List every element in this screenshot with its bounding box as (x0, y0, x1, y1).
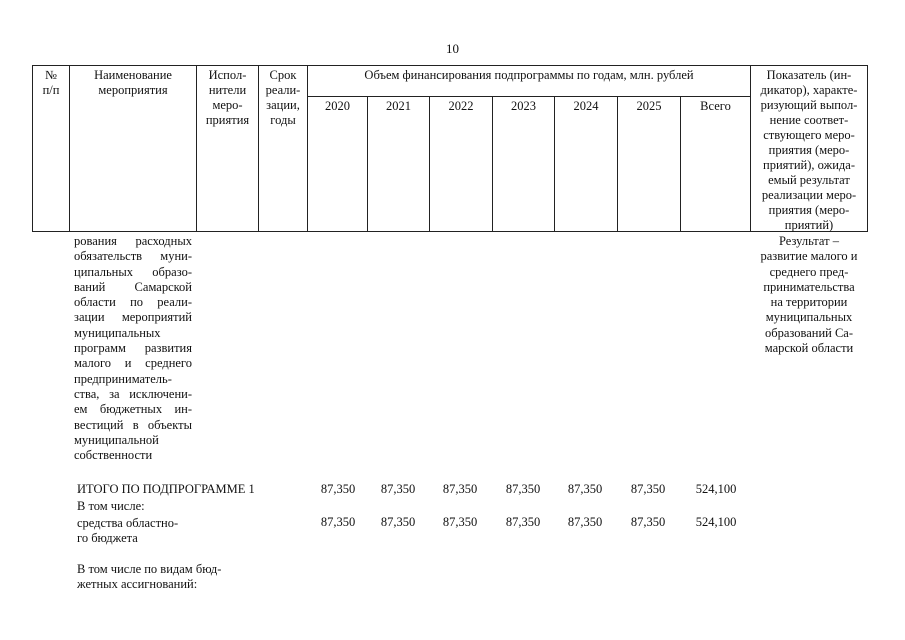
assignment-types-label: В том числе по видам бюд- жетных ассигнований: (77, 562, 222, 592)
including-label: В том числе: (77, 499, 145, 513)
activity-name-line: малого и среднего (74, 356, 192, 371)
activity-name-line: муниципальных (74, 325, 161, 340)
regional-value: 87,350 (442, 515, 478, 529)
header-year: 2020 (325, 99, 350, 113)
header-year: 2021 (386, 99, 411, 113)
header-year: 2025 (636, 99, 662, 113)
regional-value: 87,350 (380, 515, 416, 529)
header-number: № п/п (42, 68, 60, 97)
total-value: 87,350 (442, 482, 478, 496)
header-indicator: Показатель (ин- дикатор), характе- ризующий выпол- нение соответ- ствующего меро- приятия (меро- приятий), ожида- емый результат реализации меро- приятия (меро- приятий) (760, 68, 858, 232)
activity-name-line: ципальных образо- (74, 264, 192, 279)
activity-name-line: рования расходных (74, 234, 192, 248)
regional-value: 87,350 (505, 515, 541, 529)
header-year: 2022 (448, 99, 474, 113)
regional-budget-label: средства областно- го бюджета (77, 516, 179, 546)
subprogram-total-label: ИТОГО ПО ПОДПРОГРАММЕ 1 (77, 482, 255, 496)
total-sum: 524,100 (695, 482, 737, 496)
activity-name-line: ем бюджетных ин- (74, 402, 192, 417)
activity-name-line: муниципальной (74, 432, 159, 447)
header-term: Срок реали- зации, годы (265, 68, 301, 127)
total-value: 87,350 (505, 482, 541, 496)
expected-result: Результат – развитие малого и среднего пред- принимательства на территории муниципальных образований Са- марской области (760, 234, 858, 356)
regional-value: 87,350 (630, 515, 666, 529)
activity-name-line: собственности (74, 448, 153, 463)
activity-name-line: зации мероприятий (74, 310, 192, 325)
activity-name-line: области по реали- (74, 295, 192, 310)
page-number: 10 (446, 41, 459, 56)
total-value: 87,350 (380, 482, 416, 496)
total-value: 87,350 (567, 482, 603, 496)
header-name: Наименование мероприятия (94, 68, 172, 97)
regional-value: 87,350 (567, 515, 603, 529)
header-funding: Объем финансирования подпрограммы по годам, млн. рублей (364, 68, 694, 82)
total-value: 87,350 (630, 482, 666, 496)
activity-name-line: программ развития (74, 341, 192, 356)
activity-name-line: вестиций в объекты (74, 417, 192, 432)
activity-name-line: предприниматель- (74, 371, 172, 386)
regional-value: 87,350 (320, 515, 356, 529)
activity-name-line: обязательств муни- (74, 249, 192, 264)
header-year: 2023 (511, 99, 536, 113)
header-year: 2024 (573, 99, 599, 113)
regional-sum: 524,100 (695, 515, 737, 529)
total-value: 87,350 (320, 482, 356, 496)
activity-name-line: ства, за исключени- (74, 386, 192, 401)
header-total: Всего (700, 99, 731, 113)
activity-name (74, 234, 192, 463)
activity-name-line: ваний Самарской (74, 279, 192, 294)
header-executors: Испол- нители меро- приятия (205, 68, 250, 127)
